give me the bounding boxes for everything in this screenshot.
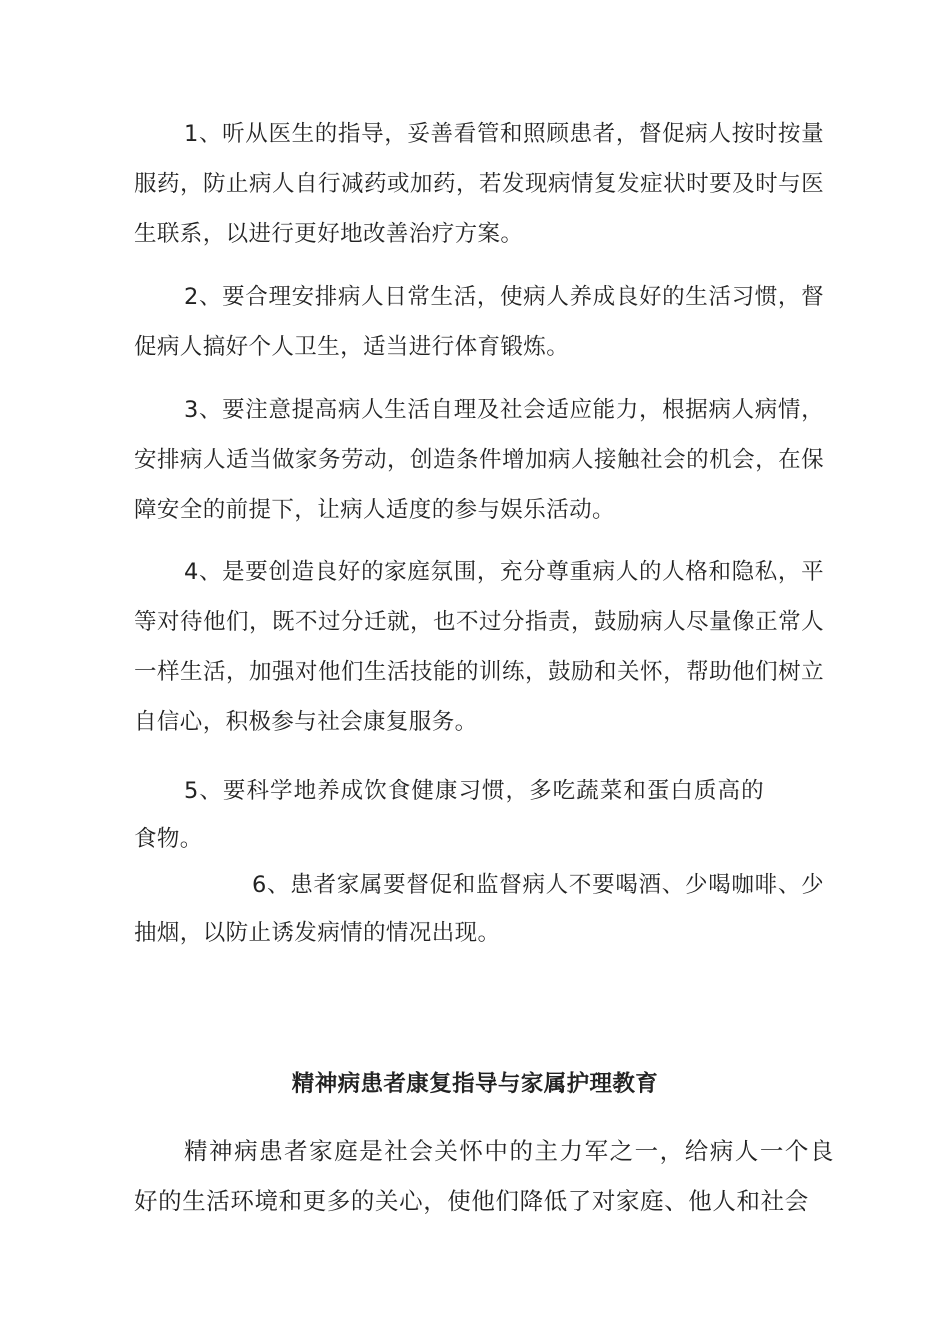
guideline-paragraph-4: 4、是要创造良好的家庭氛围，充分尊重病人的人格和隐私，平等对待他们，既不过分迁就，也不过分指责，鼓励病人尽量像正常人一样生活，加强对他们生活技能的训练，鼓励和关怀，帮助他们树立自信心，积极参与社会康复服务。 bbox=[134, 559, 824, 735]
guideline-paragraph-3: 3、要注意提高病人生活自理及社会适应能力，根据病人病情，安排病人适当做家务劳动，创造条件增加病人接触社会的机会，在保障安全的前提下，让病人适度的参与娱乐活动。 bbox=[134, 397, 824, 523]
article-intro-paragraph: 精神病患者家庭是社会关怀中的主力军之一，给病人一个良好的生活环境和更多的关心，使他们降低了对家庭、他人和社会 bbox=[134, 1137, 834, 1215]
guideline-paragraph-5: 5、要科学地养成饮食健康习惯，多吃蔬菜和蛋白质高的食物。 bbox=[134, 778, 764, 852]
guideline-paragraph-2: 2、要合理安排病人日常生活，使病人养成良好的生活习惯，督促病人搞好个人卫生，适当进行体育锻炼。 bbox=[134, 284, 824, 360]
article-title: 精神病患者康复指导与家属护理教育 bbox=[291, 1071, 659, 1097]
guideline-paragraph-1: 1、听从医生的指导，妥善看管和照顾患者，督促病人按时按量服药，防止病人自行减药或加药，若发现病情复发症状时要及时与医生联系，以进行更好地改善治疗方案。 bbox=[134, 121, 824, 247]
guideline-paragraph-6: 6、患者家属要督促和监督病人不要喝酒、少喝咖啡、少抽烟，以防止诱发病情的情况出现。 bbox=[134, 872, 824, 946]
